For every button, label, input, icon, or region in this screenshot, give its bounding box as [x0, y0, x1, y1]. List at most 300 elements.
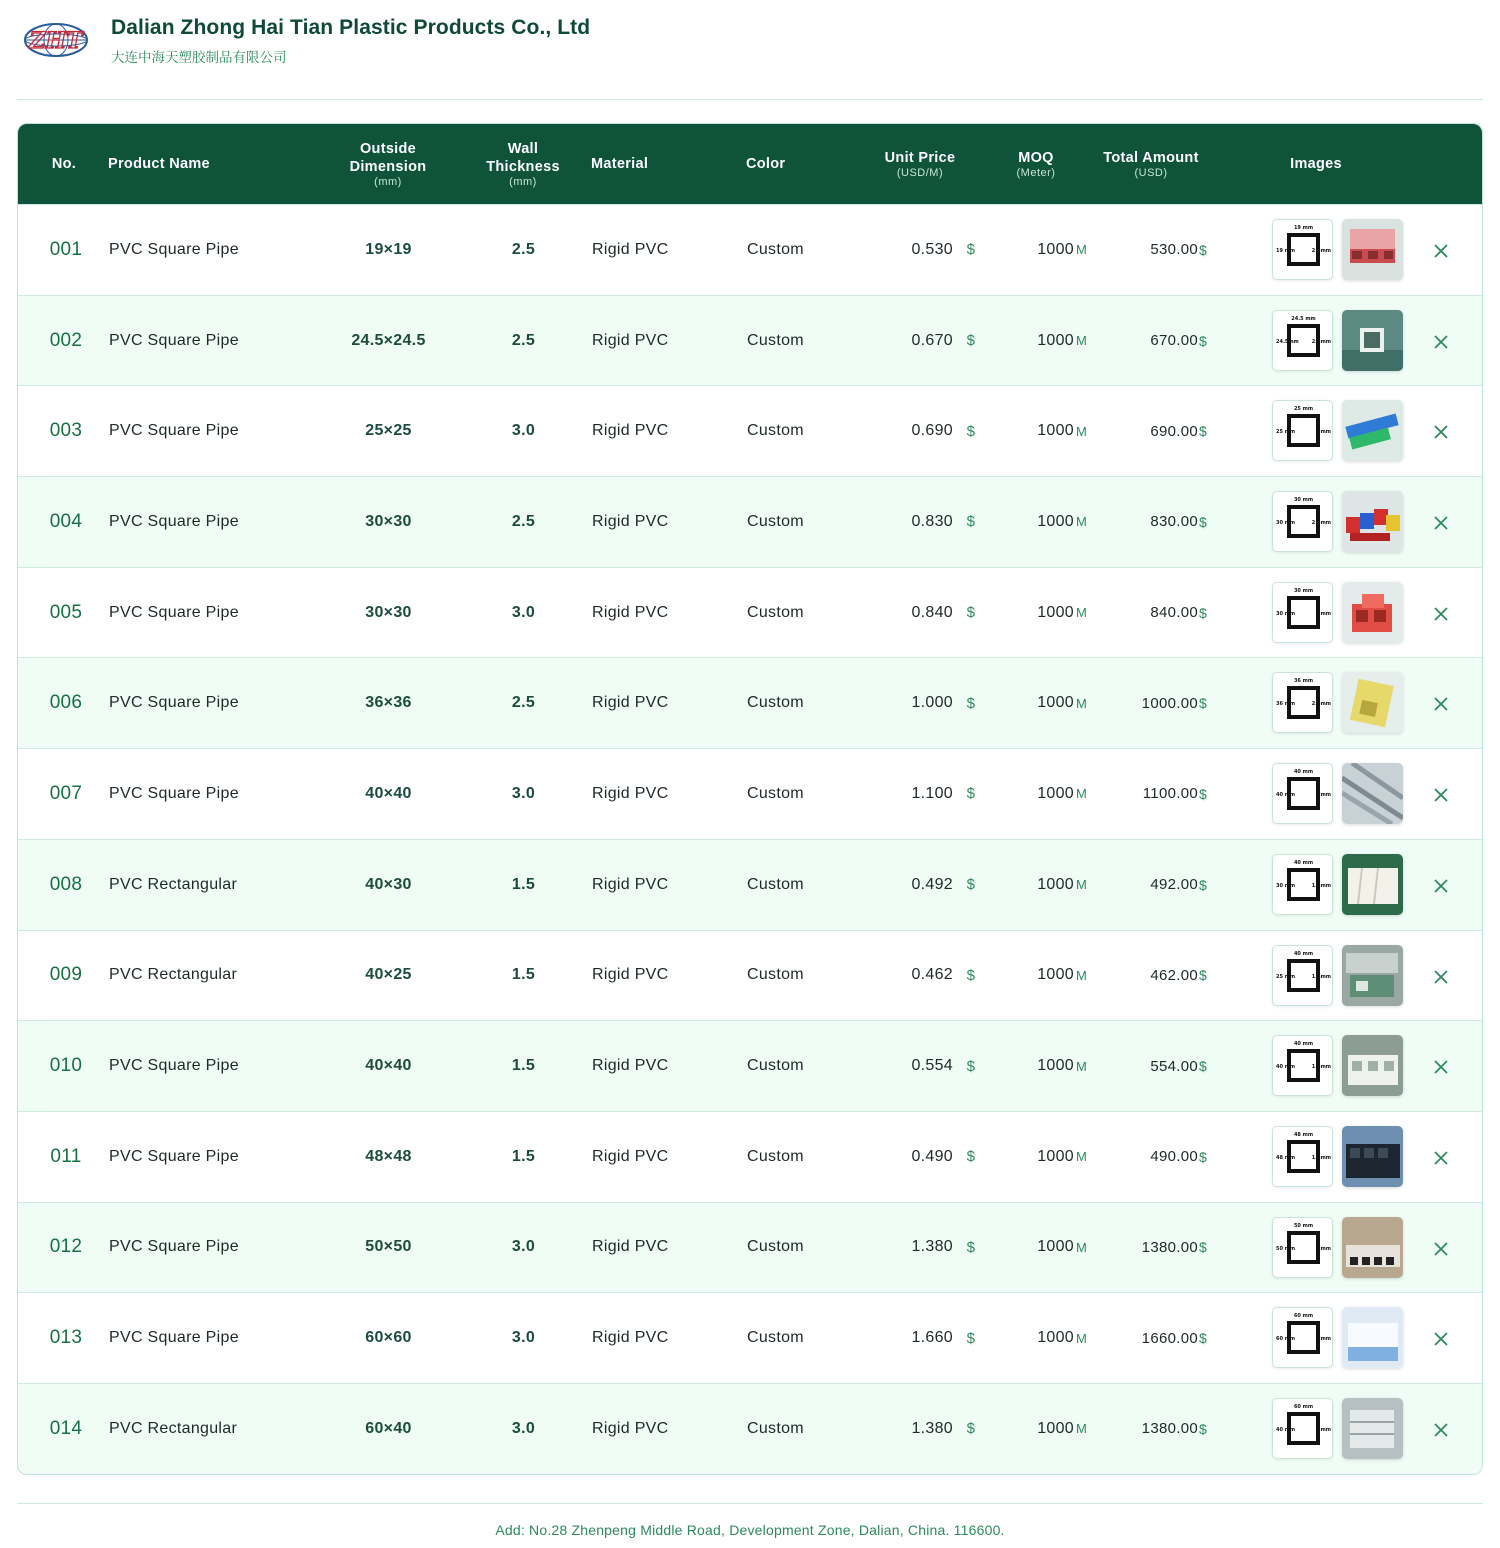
moq-unit: M [1076, 1149, 1088, 1165]
outside-dimension: 50×50 [365, 1238, 412, 1256]
product-photo-thumbnail[interactable] [1342, 1217, 1403, 1278]
remove-row-button[interactable] [1428, 875, 1453, 897]
diagram-right-label: 2.5mm [1311, 701, 1331, 708]
diagram-left-label: 40 mm [1276, 792, 1296, 799]
remove-row-button[interactable] [1428, 1056, 1453, 1078]
moq: 1000 [1037, 966, 1074, 984]
table-row [18, 567, 1482, 658]
table-row [18, 657, 1482, 748]
table-row [18, 385, 1482, 476]
close-icon [1434, 607, 1448, 621]
close-icon [1434, 697, 1448, 711]
unit-price-currency: $ [966, 694, 976, 712]
outside-dimension: 48×48 [365, 1147, 412, 1165]
product-photo-thumbnail[interactable] [1342, 1035, 1403, 1096]
material: Rigid PVC [592, 1419, 669, 1437]
diagram-top-label: 40 mm [1293, 859, 1314, 866]
close-icon [1434, 1151, 1448, 1165]
remove-row-button[interactable] [1428, 603, 1453, 625]
color: Custom [747, 512, 804, 530]
diagram-top-label: 30 mm [1293, 497, 1314, 504]
total-amount: 490.00 [1150, 1148, 1198, 1166]
unit-price-currency: $ [966, 1057, 976, 1075]
remove-row-button[interactable] [1428, 1328, 1453, 1350]
remove-row-button[interactable] [1428, 331, 1453, 353]
total-amount-currency: $ [1199, 1058, 1208, 1075]
cross-section-diagram-thumbnail[interactable] [1272, 945, 1333, 1006]
table-row [18, 748, 1482, 839]
color: Custom [747, 966, 804, 984]
product-name: PVC Rectangular [109, 1419, 238, 1437]
diagram-left-label: 50 mm [1276, 1245, 1296, 1252]
total-amount: 530.00 [1150, 241, 1198, 259]
total-amount-currency: $ [1199, 785, 1208, 802]
unit-price: 1.000 [911, 694, 953, 712]
product-photo-thumbnail[interactable] [1342, 854, 1403, 915]
company-name: Dalian Zhong Hai Tian Plastic Products Co., Ltd [111, 16, 591, 39]
diagram-left-label: 25 mm [1276, 429, 1296, 436]
unit-price: 0.690 [911, 422, 953, 440]
color: Custom [747, 1419, 804, 1437]
product-name: PVC Square Pipe [109, 603, 239, 621]
product-name: PVC Square Pipe [109, 512, 239, 530]
color: Custom [747, 784, 804, 802]
cross-section-diagram-thumbnail[interactable] [1272, 763, 1333, 824]
moq-unit: M [1076, 423, 1088, 439]
product-name: PVC Square Pipe [109, 1238, 239, 1256]
diagram-right-label: 1.5mm [1311, 882, 1331, 889]
unit-price: 0.670 [911, 331, 953, 349]
table-body [18, 204, 1482, 1474]
row-number: 002 [49, 329, 83, 351]
diagram-top-label: 30 mm [1293, 587, 1314, 594]
wall-thickness: 3.0 [511, 1419, 536, 1437]
material: Rigid PVC [592, 1329, 669, 1347]
cross-section-diagram-thumbnail[interactable] [1272, 310, 1333, 371]
remove-row-button[interactable] [1428, 693, 1453, 715]
wall-thickness: 1.5 [511, 1057, 536, 1075]
outside-dimension: 40×25 [365, 966, 412, 984]
total-amount-currency: $ [1199, 1330, 1208, 1347]
close-icon [1434, 1242, 1448, 1256]
material: Rigid PVC [592, 1147, 669, 1165]
col-header-outside-dimension: Outside Dimension (mm) [349, 140, 427, 188]
total-amount: 670.00 [1150, 332, 1198, 350]
table-row [18, 204, 1482, 295]
material: Rigid PVC [592, 331, 669, 349]
color: Custom [747, 1147, 804, 1165]
table-row [18, 1292, 1482, 1383]
outside-dimension: 40×40 [365, 784, 412, 802]
outside-dimension: 36×36 [365, 694, 412, 712]
product-photo-thumbnail[interactable] [1342, 491, 1403, 552]
row-number: 012 [49, 1236, 83, 1258]
unit-price-currency: $ [966, 604, 976, 622]
product-photo-thumbnail[interactable] [1342, 763, 1403, 824]
diagram-top-label: 60 mm [1293, 1403, 1314, 1410]
diagram-right-label: 3mm [1317, 1426, 1331, 1433]
table-row [18, 1202, 1482, 1293]
diagram-right-label: 2.5mm [1311, 248, 1331, 254]
outside-dimension: 40×30 [365, 875, 412, 893]
svg-text:ZHT: ZHT [29, 28, 83, 54]
cross-section-diagram-thumbnail[interactable] [1272, 1398, 1333, 1459]
moq-unit: M [1076, 877, 1088, 893]
total-amount: 690.00 [1150, 422, 1198, 440]
outside-dimension: 19×19 [365, 240, 412, 258]
outside-dimension: 24.5×24.5 [351, 331, 426, 349]
moq-unit: M [1076, 786, 1088, 802]
diagram-right-label: 3mm [1317, 429, 1331, 436]
moq: 1000 [1037, 422, 1074, 440]
total-amount-currency: $ [1199, 1148, 1208, 1165]
unit-price-currency: $ [966, 1148, 976, 1166]
color: Custom [747, 1057, 804, 1075]
moq-unit: M [1076, 1058, 1088, 1074]
moq: 1000 [1037, 240, 1074, 258]
diagram-right-label: 3mm [1317, 610, 1331, 617]
footer-divider [17, 1503, 1483, 1504]
remove-row-button[interactable] [1428, 784, 1453, 806]
total-amount-currency: $ [1199, 695, 1208, 712]
unit-price-currency: $ [966, 1329, 976, 1347]
diagram-top-label: 50 mm [1293, 1222, 1314, 1229]
moq: 1000 [1037, 694, 1074, 712]
outside-dimension: 30×30 [365, 603, 412, 621]
diagram-left-label: 36 mm [1276, 701, 1296, 708]
diagram-left-label: 30 mm [1276, 882, 1296, 889]
total-amount-currency: $ [1199, 1239, 1208, 1256]
wall-thickness: 1.5 [511, 966, 536, 984]
material: Rigid PVC [592, 1057, 669, 1075]
total-amount: 554.00 [1150, 1057, 1198, 1075]
unit-price: 0.830 [911, 512, 953, 530]
total-amount: 1100.00 [1142, 785, 1198, 803]
total-amount: 1660.00 [1141, 1329, 1198, 1347]
product-name: PVC Rectangular [109, 966, 238, 984]
moq-unit: M [1076, 695, 1088, 711]
wall-thickness: 3.0 [511, 603, 536, 621]
moq: 1000 [1037, 1057, 1074, 1075]
close-icon [1434, 970, 1448, 984]
unit-price: 1.660 [911, 1329, 953, 1347]
table-row [18, 476, 1482, 567]
col-header-images: Images [1290, 156, 1342, 172]
col-header-total-amount: Total Amount (USD) [1103, 149, 1199, 179]
product-photo-thumbnail[interactable] [1342, 1126, 1403, 1187]
unit-price-currency: $ [966, 513, 976, 531]
close-icon [1434, 879, 1448, 893]
diagram-top-label: 40 mm [1293, 1041, 1314, 1048]
outside-dimension: 40×40 [365, 1057, 412, 1075]
col-header-wall-thickness: Wall Thickness (mm) [486, 140, 560, 188]
unit-price: 0.530 [911, 240, 953, 258]
product-photo-thumbnail[interactable] [1342, 310, 1403, 371]
diagram-top-label: 36 mm [1293, 678, 1314, 685]
remove-row-button[interactable] [1428, 421, 1453, 443]
material: Rigid PVC [592, 603, 669, 621]
row-number: 014 [49, 1417, 83, 1439]
diagram-right-label: 1.5mm [1311, 973, 1331, 980]
diagram-right-label: 2.5mm [1311, 338, 1331, 345]
row-number: 004 [49, 510, 83, 532]
moq-unit: M [1076, 605, 1088, 621]
color: Custom [747, 875, 804, 893]
outside-dimension: 60×60 [365, 1329, 412, 1347]
product-name: PVC Square Pipe [109, 1057, 239, 1075]
product-photo-thumbnail[interactable] [1342, 582, 1403, 643]
total-amount: 1380.00 [1141, 1238, 1198, 1256]
total-amount: 1000.00 [1141, 694, 1198, 712]
col-header-no: No. [51, 156, 77, 172]
cross-section-diagram-thumbnail[interactable] [1272, 582, 1333, 643]
cross-section-diagram-thumbnail[interactable] [1272, 219, 1333, 280]
wall-thickness: 1.5 [511, 1147, 536, 1165]
total-amount-currency: $ [1199, 967, 1208, 984]
moq-unit: M [1076, 1330, 1088, 1346]
diagram-right-label: 3mm [1317, 1245, 1331, 1252]
moq-unit: M [1076, 967, 1088, 983]
diagram-right-label: 3mm [1317, 1336, 1331, 1343]
wall-thickness: 2.5 [511, 694, 536, 712]
remove-row-button[interactable] [1428, 512, 1453, 534]
row-number: 003 [49, 420, 83, 442]
unit-price-currency: $ [966, 966, 976, 984]
wall-thickness: 3.0 [511, 784, 536, 802]
moq-unit: M [1076, 333, 1088, 349]
diagram-left-label: 40 mm [1276, 1064, 1296, 1071]
total-amount-currency: $ [1199, 332, 1208, 349]
moq-unit: M [1076, 1239, 1088, 1255]
outside-dimension: 25×25 [365, 422, 412, 440]
remove-row-button[interactable] [1428, 240, 1453, 262]
color: Custom [747, 1238, 804, 1256]
unit-price-currency: $ [966, 876, 976, 894]
footer-address: Add: No.28 Zhenpeng Middle Road, Development Zone, Dalian, China. 116600. [495, 1522, 1005, 1538]
color: Custom [747, 240, 804, 258]
table-row [18, 1111, 1482, 1202]
row-number: 013 [49, 1327, 83, 1349]
diagram-top-label: 19 mm [1293, 225, 1314, 231]
close-icon [1434, 788, 1448, 802]
wall-thickness: 2.5 [511, 240, 536, 258]
material: Rigid PVC [592, 784, 669, 802]
moq: 1000 [1037, 1147, 1074, 1165]
wall-thickness: 3.0 [511, 422, 536, 440]
total-amount-currency: $ [1199, 604, 1208, 621]
diagram-top-label: 24.5 mm [1291, 315, 1316, 322]
diagram-top-label: 48 mm [1293, 1131, 1314, 1138]
product-table [17, 123, 1483, 1475]
moq: 1000 [1037, 512, 1074, 530]
close-icon [1434, 1060, 1448, 1074]
row-number: 006 [49, 692, 83, 714]
company-logo [22, 20, 90, 60]
unit-price: 0.490 [911, 1147, 953, 1165]
diagram-right-label: 3mm [1317, 792, 1331, 799]
moq: 1000 [1037, 331, 1074, 349]
unit-price: 1.380 [911, 1238, 953, 1256]
table-header [18, 124, 1482, 204]
diagram-right-label: 2.5mm [1311, 520, 1331, 527]
table-row [18, 930, 1482, 1021]
wall-thickness: 3.0 [511, 1238, 536, 1256]
diagram-left-label: 60 mm [1276, 1336, 1296, 1343]
product-photo-thumbnail[interactable] [1342, 672, 1403, 733]
moq: 1000 [1037, 603, 1074, 621]
material: Rigid PVC [592, 966, 669, 984]
col-header-material: Material [591, 156, 649, 172]
unit-price: 0.554 [911, 1057, 953, 1075]
product-photo-thumbnail[interactable] [1342, 219, 1403, 280]
row-number: 008 [49, 873, 83, 895]
product-name: PVC Square Pipe [109, 422, 239, 440]
product-photo-thumbnail[interactable] [1342, 1398, 1403, 1459]
diagram-left-label: 30 mm [1276, 610, 1296, 617]
row-number: 011 [50, 1145, 82, 1167]
row-number: 001 [49, 238, 83, 260]
wall-thickness: 2.5 [511, 331, 536, 349]
product-photo-thumbnail[interactable] [1342, 400, 1403, 461]
close-icon [1434, 1332, 1448, 1346]
material: Rigid PVC [592, 875, 669, 893]
diagram-left-label: 40 mm [1276, 1426, 1296, 1433]
unit-price: 0.492 [911, 875, 953, 893]
diagram-top-label: 40 mm [1293, 769, 1314, 776]
total-amount: 492.00 [1150, 876, 1198, 894]
material: Rigid PVC [592, 1238, 669, 1256]
diagram-right-label: 1.5mm [1311, 1064, 1331, 1071]
remove-row-button[interactable] [1428, 1147, 1453, 1169]
total-amount-currency: $ [1199, 876, 1208, 893]
product-name: PVC Rectangular [109, 875, 238, 893]
material: Rigid PVC [592, 240, 669, 258]
total-amount: 1380.00 [1141, 1420, 1198, 1438]
total-amount: 840.00 [1150, 604, 1198, 622]
unit-price-currency: $ [966, 422, 976, 440]
col-header-unit-price: Unit Price (USD/M) [884, 149, 956, 179]
cross-section-diagram-thumbnail[interactable] [1272, 854, 1333, 915]
unit-price-currency: $ [966, 241, 976, 259]
product-photo-thumbnail[interactable] [1342, 1307, 1403, 1368]
unit-price-currency: $ [966, 332, 976, 350]
cross-section-diagram-thumbnail[interactable] [1272, 491, 1333, 552]
unit-price: 1.100 [911, 784, 953, 802]
unit-price: 0.462 [911, 966, 953, 984]
moq: 1000 [1037, 875, 1074, 893]
col-header-product-name: Product Name [108, 156, 210, 172]
table-row [18, 1383, 1482, 1474]
close-icon [1434, 1423, 1448, 1437]
color: Custom [747, 694, 804, 712]
unit-price-currency: $ [966, 1238, 976, 1256]
total-amount: 462.00 [1150, 966, 1198, 984]
close-icon [1434, 244, 1448, 258]
color: Custom [747, 1329, 804, 1347]
page-header [17, 0, 1483, 100]
cross-section-diagram-thumbnail[interactable] [1272, 672, 1333, 733]
product-name: PVC Square Pipe [109, 240, 239, 258]
product-name: PVC Square Pipe [109, 1329, 239, 1347]
remove-row-button[interactable] [1428, 1238, 1453, 1260]
remove-row-button[interactable] [1428, 1419, 1453, 1441]
diagram-left-label: 25 mm [1276, 973, 1296, 980]
product-name: PVC Square Pipe [109, 1147, 239, 1165]
diagram-top-label: 25 mm [1293, 406, 1314, 413]
diagram-left-label: 30 mm [1276, 520, 1296, 527]
material: Rigid PVC [592, 512, 669, 530]
total-amount-currency: $ [1199, 241, 1208, 258]
moq: 1000 [1037, 1419, 1074, 1437]
wall-thickness: 3.0 [511, 1329, 536, 1347]
company-name-cn: 大连中海天塑胶制品有限公司 [111, 50, 287, 66]
table-row [18, 295, 1482, 386]
table-row [18, 839, 1482, 930]
close-icon [1434, 335, 1448, 349]
color: Custom [747, 422, 804, 440]
product-name: PVC Square Pipe [109, 784, 239, 802]
remove-row-button[interactable] [1428, 966, 1453, 988]
moq-unit: M [1076, 514, 1088, 530]
material: Rigid PVC [592, 694, 669, 712]
cross-section-diagram-thumbnail[interactable] [1272, 1307, 1333, 1368]
cross-section-diagram-thumbnail[interactable] [1272, 1217, 1333, 1278]
moq-unit: M [1076, 1421, 1088, 1437]
unit-price: 0.840 [911, 603, 953, 621]
col-header-moq: MOQ (Meter) [1016, 149, 1056, 179]
diagram-left-label: 24.5mm [1276, 338, 1299, 345]
row-number: 009 [49, 964, 83, 986]
unit-price-currency: $ [966, 785, 976, 803]
moq: 1000 [1037, 1329, 1074, 1347]
outside-dimension: 60×40 [365, 1419, 412, 1437]
cross-section-diagram-thumbnail[interactable] [1272, 1035, 1333, 1096]
unit-price-currency: $ [966, 1420, 976, 1438]
unit-price: 1.380 [911, 1419, 953, 1437]
total-amount-currency: $ [1199, 423, 1208, 440]
product-name: PVC Square Pipe [109, 331, 239, 349]
close-icon [1434, 516, 1448, 530]
row-number: 005 [49, 601, 83, 623]
product-name: PVC Square Pipe [109, 694, 239, 712]
outside-dimension: 30×30 [365, 512, 412, 530]
wall-thickness: 2.5 [511, 512, 536, 530]
row-number: 007 [49, 782, 83, 804]
row-number: 010 [49, 1055, 83, 1077]
total-amount: 830.00 [1150, 513, 1198, 531]
close-icon [1434, 425, 1448, 439]
wall-thickness: 1.5 [511, 875, 536, 893]
moq: 1000 [1037, 784, 1074, 802]
diagram-top-label: 40 mm [1293, 950, 1314, 957]
moq-unit: M [1076, 242, 1088, 258]
cross-section-diagram-thumbnail[interactable] [1272, 400, 1333, 461]
cross-section-diagram-thumbnail[interactable] [1272, 1126, 1333, 1187]
diagram-left-label: 19 mm [1276, 248, 1296, 254]
diagram-top-label: 60 mm [1293, 1313, 1314, 1320]
moq: 1000 [1037, 1238, 1074, 1256]
material: Rigid PVC [592, 422, 669, 440]
diagram-right-label: 1.5mm [1311, 1154, 1331, 1161]
total-amount-currency: $ [1199, 513, 1208, 530]
col-header-color: Color [746, 156, 786, 172]
diagram-left-label: 48 mm [1276, 1154, 1296, 1161]
table-row [18, 1020, 1482, 1111]
color: Custom [747, 331, 804, 349]
product-photo-thumbnail[interactable] [1342, 945, 1403, 1006]
color: Custom [747, 603, 804, 621]
total-amount-currency: $ [1199, 1420, 1208, 1437]
